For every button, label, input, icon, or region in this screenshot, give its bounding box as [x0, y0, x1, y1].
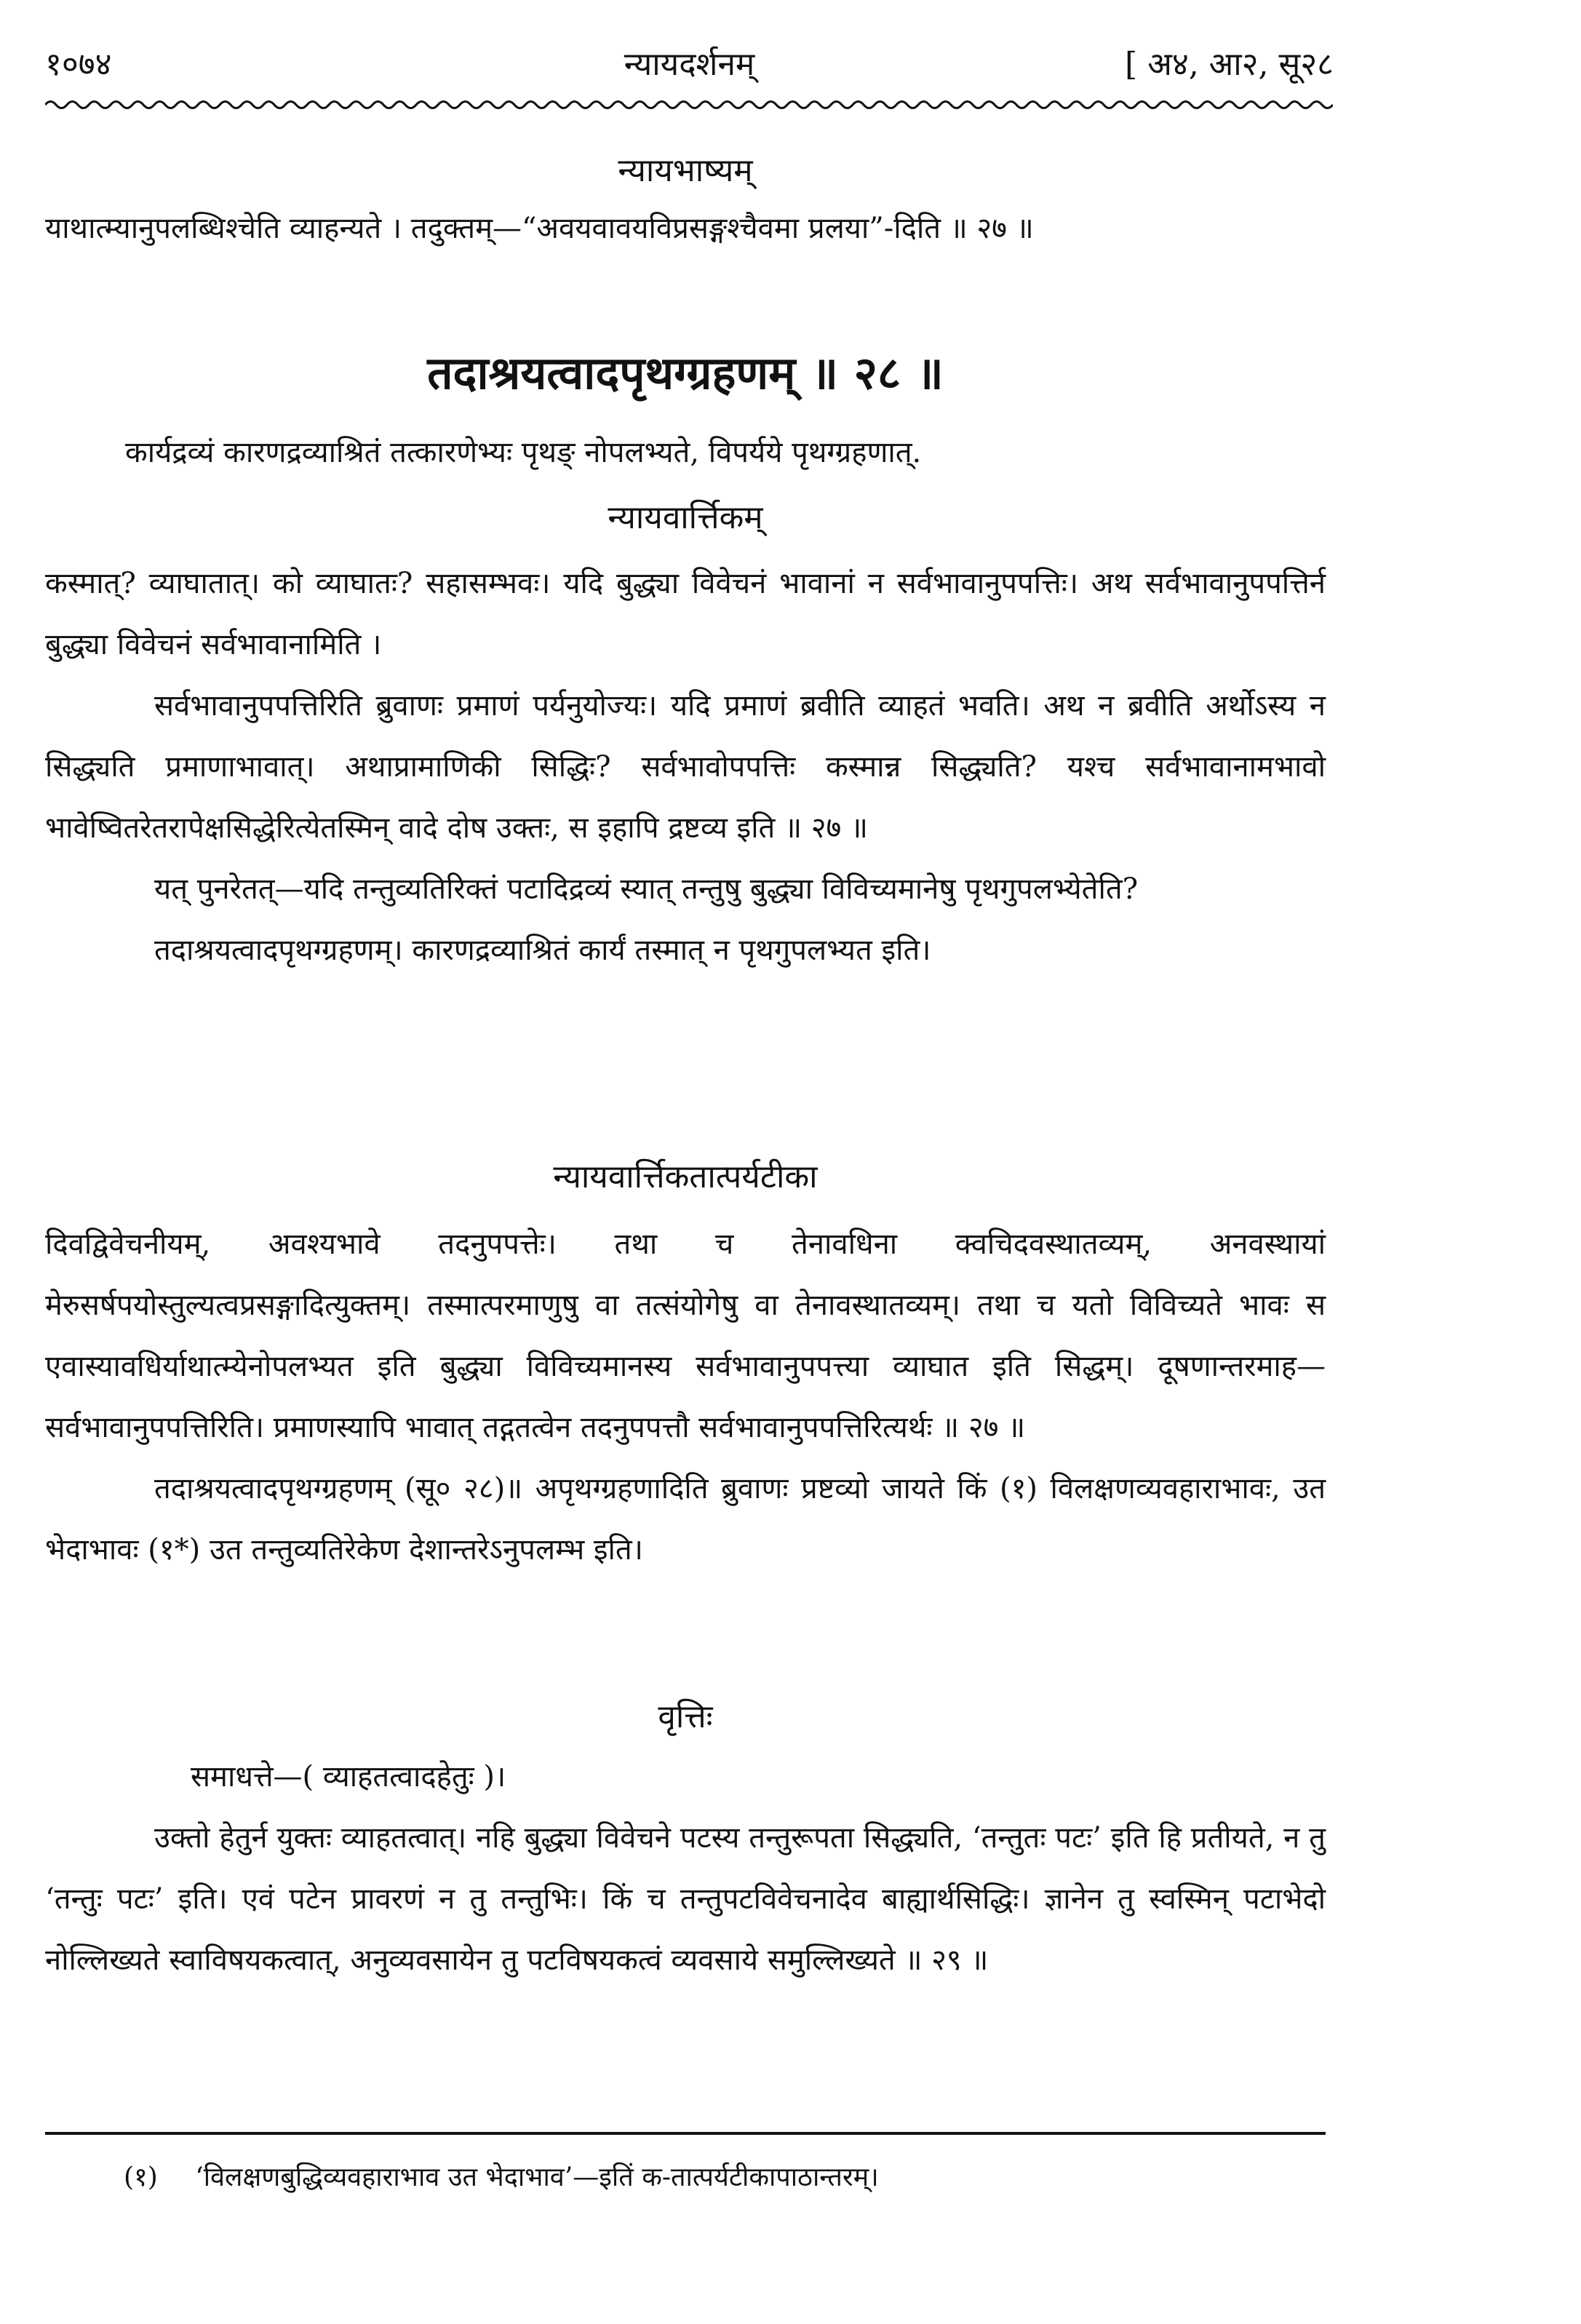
vritti-sutra-line: समाधत्ते—( व्याहतत्वादहेतुः )। — [191, 1760, 506, 1794]
vartika-heading: न्यायवार्त्तिकम् — [608, 499, 763, 536]
vritti-heading: वृत्तिः — [658, 1698, 713, 1735]
sutra-gloss-section — [45, 422, 1326, 483]
vartika-section — [45, 553, 1326, 981]
vartika-paragraph: कस्मात्? व्याघातात्। को व्याघातः? सहासम्भवः। यदि बुद्ध्या विवेचनं भावानां न सर्वभावानुपपत्तिः। अथ सर्वभावानुपपत्तिर्न बुद्ध्या विवेचनं सर्वभावानामिति । — [45, 567, 1326, 661]
vritti-section — [45, 1746, 1326, 1991]
tika-section — [45, 1214, 1326, 1580]
running-header — [45, 41, 1334, 92]
bhashya-text: याथात्म्यानुपलब्धिश्चेति व्याहन्यते । तदुक्तम्—“अवयवावयविप्रसङ्गश्चैवमा प्रलया”-दिति ॥ २७ ॥ — [45, 212, 1034, 245]
page-number: १०७४ — [45, 46, 112, 83]
footnote-divider — [45, 2132, 1326, 2135]
wavy-rule-divider — [45, 98, 1333, 111]
tika-paragraph: तदाश्रयत्वादपृथग्ग्रहणम् (सू० २८)॥ अपृथग्ग्रहणादिति ब्रुवाणः प्रष्टव्यो जायते किं (१) विलक्षणव्यवहाराभावः, उत भेदाभावः (१*) उत तन्तुव्यतिरेकेण देशान्तरेऽनुपलम्भ इति। — [45, 1472, 1326, 1567]
running-title: न्यायदर्शनम् — [624, 46, 755, 83]
footnote-marker: (१) — [124, 2162, 158, 2192]
vartika-paragraph: यत् पुनरेतत्—यदि तन्तुव्यतिरिक्तं पटादिद्रव्यं स्यात् तन्तुषु बुद्ध्या विविच्यमानेषु पृथगुपलभ्येतेति? — [154, 872, 1139, 906]
vartika-paragraph: तदाश्रयत्वादपृथग्ग्रहणम्। कारणद्रव्याश्रितं कार्यं तस्मात् न पृथगुपलभ्यत इति। — [154, 934, 931, 967]
footnote-text: ‘विलक्षणबुद्धिव्यवहाराभाव उत भेदाभाव’—इतिं क-तात्पर्यटीकापाठान्तरम्। — [195, 2162, 879, 2192]
footnote — [124, 2160, 1288, 2196]
tika-paragraph: दिवद्विवेचनीयम्, अवश्यभावे तदनुपपत्तेः। तथा च तेनावधिना क्वचिदवस्थातव्यम्, अनवस्थायां मेरुसर्षपयोस्तुल्यत्वप्रसङ्गादित्युक्तम्। तस्मात्परमाणुषु वा तत्संयोगेषु वा तेनावस्थातव्यम्। तथा च यतो विविच्यते भावः स एवास्यावधिर्याथात्म्येनोपलभ्यत इति बुद्ध्या विविच्यमानस्य सर्वभावानुपपत्त्या व्याघात इति सिद्धम्। दूषणान्तरमाह—सर्वभावानुपपत्तिरिति। प्रमाणस्यापि भावात् तद्गतत्वेन तदनुपपत्तौ सर्वभावानुपपत्तिरित्यर्थः ॥ २७ ॥ — [45, 1227, 1326, 1444]
bhashya-heading: न्यायभाष्यम् — [618, 152, 753, 189]
vritti-paragraph: उक्तो हेतुर्न युक्तः व्याहतत्वात्। नहि बुद्ध्या विवेचने पटस्य तन्तुरूपता सिद्ध्यति, ‘तन्तुतः पटः’ इति हि प्रतीयते, न तु ‘तन्तुः पटः’ इति। एवं पटेन प्रावरणं न तु तन्तुभिः। किं च तन्तुपटविवेचनादेव बाह्यार्थसिद्धिः। ज्ञानेन तु स्वस्मिन् पटाभेदो नोल्लिख्यते स्वाविषयकत्वात्, अनुव्यवसायेन तु पटविषयकत्वं व्यवसाये समुल्लिख्यते ॥ २९ ॥ — [45, 1821, 1326, 1977]
bhashya-section — [45, 198, 1326, 259]
vartika-paragraph: सर्वभावानुपपत्तिरिति ब्रुवाणः प्रमाणं पर्यनुयोज्यः। यदि प्रमाणं ब्रवीति व्याहतं भवति। अथ न ब्रवीति अर्थोऽस्य न सिद्ध्यति प्रमाणाभावात्। अथाप्रामाणिकी सिद्धिः? सर्वभावोपपत्तिः कस्मान्न सिद्ध्यति? यश्च सर्वभावानामभावो भावेष्वितरेतरापेक्षसिद्धेरित्येतस्मिन् वादे दोष उक्तः, स इहापि द्रष्टव्य इति ॥ २७ ॥ — [45, 689, 1326, 845]
sutra-text: तदाश्रयत्वादपृथग्ग्रहणम् ॥ २८ ॥ — [427, 346, 944, 399]
section-reference: [ अ४, आ२, सू२८ — [1125, 46, 1334, 83]
sutra-gloss: कार्यद्रव्यं कारणद्रव्याश्रितं तत्कारणेभ्यः पृथङ् नोपलभ्यते, विपर्यये पृथग्ग्रहणात्. — [125, 436, 922, 469]
tika-heading: न्यायवार्त्तिकतात्पर्यटीका — [553, 1158, 818, 1195]
